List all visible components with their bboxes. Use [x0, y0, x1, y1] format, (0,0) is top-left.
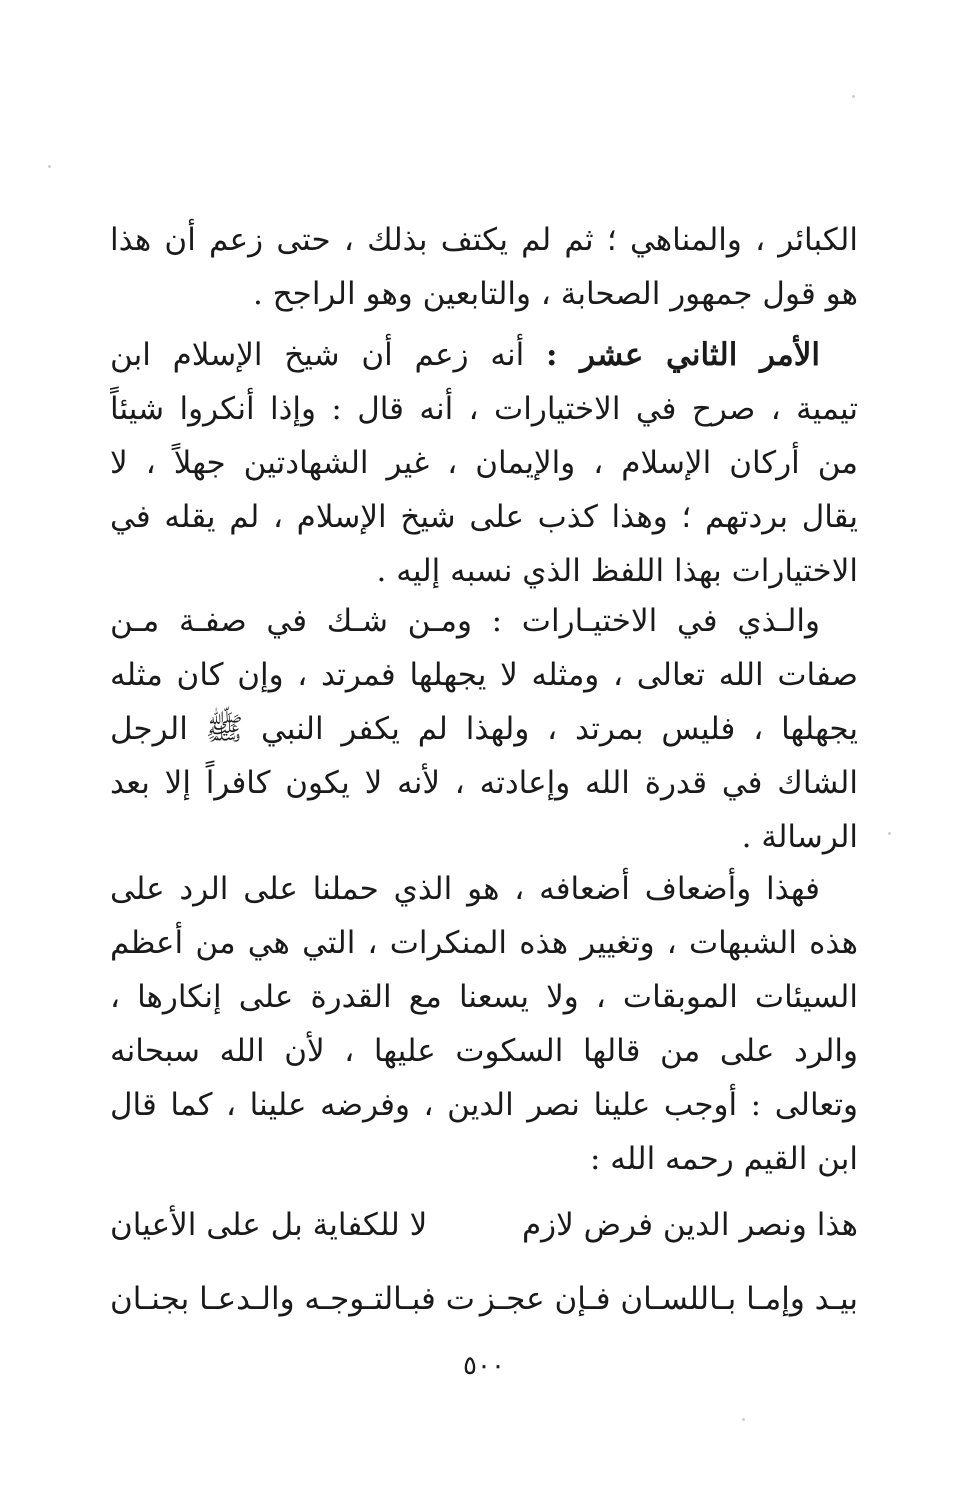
poem-verse-2 — [110, 1272, 858, 1326]
scan-speck — [888, 832, 891, 835]
text-line: يقال بردتهم ؛ وهذا كذب على شيخ الإسلام ، لم يقله في — [110, 499, 858, 535]
scan-speck — [742, 1418, 745, 1421]
section-heading: الأمر الثاني عشر : — [545, 337, 821, 373]
scan-speck — [48, 165, 51, 168]
text-line: الاختيارات بهذا اللفظ الذي نسبه إليه . — [376, 553, 858, 589]
text-line: صفات الله تعالى ، ومثله لا يجهلها فمرتد ، وإن كان مثله — [110, 657, 858, 693]
verse-first-half: هذا ونصر الدين فرض لازم — [521, 1207, 858, 1243]
scan-speck — [852, 95, 855, 98]
text-line: الرسالة . — [741, 819, 858, 855]
text-line: والرد على من قالها السكوت عليها ، لأن الله سبحانه — [110, 1033, 858, 1069]
paragraph-4 — [110, 862, 858, 1186]
text-line: والـذي في الاختيـارات : ومـن شـك في صفـة مـن — [110, 603, 820, 639]
text-segment: أنه زعم أن شيخ الإسلام ابن — [110, 337, 525, 373]
text-line — [110, 328, 858, 382]
text-line: السيئات الموبقات ، ولا يسعنا مع القدرة على إنكارها ، — [110, 979, 858, 1015]
text-line: الكبائر ، والمناهي ؛ ثم لم يكتف بذلك ، حتى زعم أن هذا — [110, 222, 858, 258]
paragraph-2 — [110, 328, 858, 598]
paragraph-3 — [110, 594, 858, 864]
text-line: هو قول جمهور الصحابة ، والتابعين وهو الراجح . — [252, 276, 858, 312]
text-line: تيمية ، صرح في الاختيارات ، أنه قال : وإذا أنكروا شيئاً — [110, 391, 858, 427]
paragraph-1 — [110, 213, 858, 321]
text-line: ابن القيم رحمه الله : — [589, 1141, 858, 1177]
page-number: ٥٠٠ — [463, 1351, 505, 1381]
verse-first-half: بيـد وإمـا بـاللسـان فـإن عجـز — [479, 1281, 858, 1317]
poem-verse-1 — [110, 1198, 858, 1252]
text-line: هذه الشبهات ، وتغيير هذه المنكرات ، التي هي من أعظم — [110, 925, 858, 961]
text-line: يجهلها ، فليس بمرتد ، ولهذا لم يكفر النبي ﷺ الرجل — [110, 711, 858, 747]
text-line: الشاك في قدرة الله وإعادته ، لأنه لا يكون كافراً إلا بعد — [110, 765, 858, 801]
text-line: فهذا وأضعاف أضعافه ، هو الذي حملنا على الرد على — [110, 871, 820, 907]
verse-second-half: ت فبـالتـوجـه والـدعـا بجنـان — [110, 1281, 475, 1317]
verse-second-half: لا للكفاية بل على الأعيان — [110, 1207, 428, 1243]
text-line: وتعالى : أوجب علينا نصر الدين ، وفرضه علينا ، كما قال — [110, 1087, 858, 1123]
text-line: من أركان الإسلام ، والإيمان ، غير الشهادتين جهلاً ، لا — [110, 445, 858, 481]
